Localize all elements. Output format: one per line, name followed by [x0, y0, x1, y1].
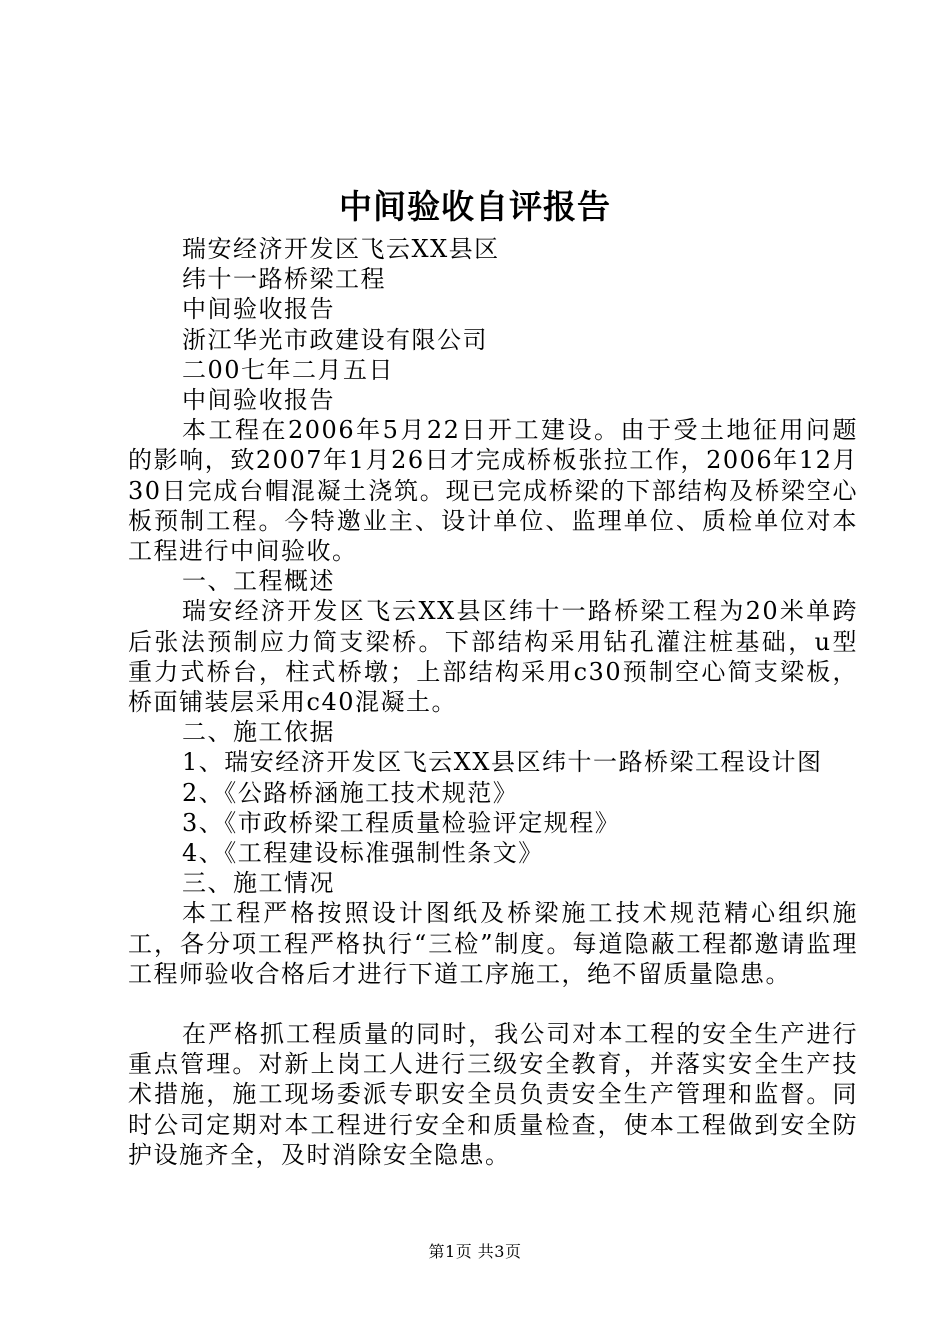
- section-paragraph: 本工程严格按照设计图纸及桥梁施工技术规范精心组织施工，各分项工程严格执行“三检”制度。每道隐蔽工程都邀请监理工程师验收合格后才进行下道工序施工，绝不留质量隐患。: [128, 899, 858, 988]
- section-heading: 三、施工情况: [182, 869, 335, 898]
- list-item: 1、瑞安经济开发区飞云XX县区纬十一路桥梁工程设计图: [182, 748, 823, 777]
- header-line: 纬十一路桥梁工程: [182, 265, 386, 294]
- page-footer: 第1页 共3页: [428, 1242, 522, 1261]
- section-heading: 一、工程概述: [182, 567, 335, 596]
- header-line: 中间验收报告: [182, 386, 335, 415]
- list-item: 2、《公路桥涵施工技术规范》: [182, 778, 519, 807]
- section-paragraph: 瑞安经济开发区飞云XX县区纬十一路桥梁工程为20米单跨后张法预制应力简支梁桥。下部结构采用钻孔灌注桩基础，u型重力式桥台，柱式桥墩；上部结构采用c30预制空心简支梁板，桥面铺装层采用c40混凝土。: [128, 597, 858, 717]
- section-paragraph: 在严格抓工程质量的同时，我公司对本工程的安全生产进行重点管理。对新上岗工人进行三级安全教育，并落实安全生产技术措施，施工现场委派专职安全员负责安全生产管理和监督。同时公司定期对本工程进行安全和质量检查，使本工程做到安全防护设施齐全，及时消除安全隐患。: [128, 1020, 858, 1169]
- header-line: 二00七年二月五日: [182, 355, 395, 384]
- header-line: 浙江华光市政建设有限公司: [182, 325, 488, 354]
- paragraph-spacer: [128, 989, 858, 1019]
- header-line: 中间验收报告: [182, 295, 335, 324]
- list-item: 3、《市政桥梁工程质量检验评定规程》: [182, 808, 621, 837]
- document-title: 中间验收自评报告: [339, 187, 611, 226]
- list-item: 4、《工程建设标准强制性条文》: [182, 839, 544, 868]
- intro-paragraph: 本工程在2006年5月22日开工建设。由于受土地征用问题的影响，致2007年1月26日才完成桥板张拉工作，2006年12月30日完成台帽混凝土浇筑。现已完成桥梁的下部结构及桥梁空心板预制工程。今特邀业主、设计单位、监理单位、质检单位对本工程进行中间验收。: [128, 416, 858, 566]
- section-heading: 二、施工依据: [182, 718, 335, 747]
- document-body: [128, 234, 858, 1170]
- header-line: 瑞安经济开发区飞云XX县区: [182, 235, 500, 263]
